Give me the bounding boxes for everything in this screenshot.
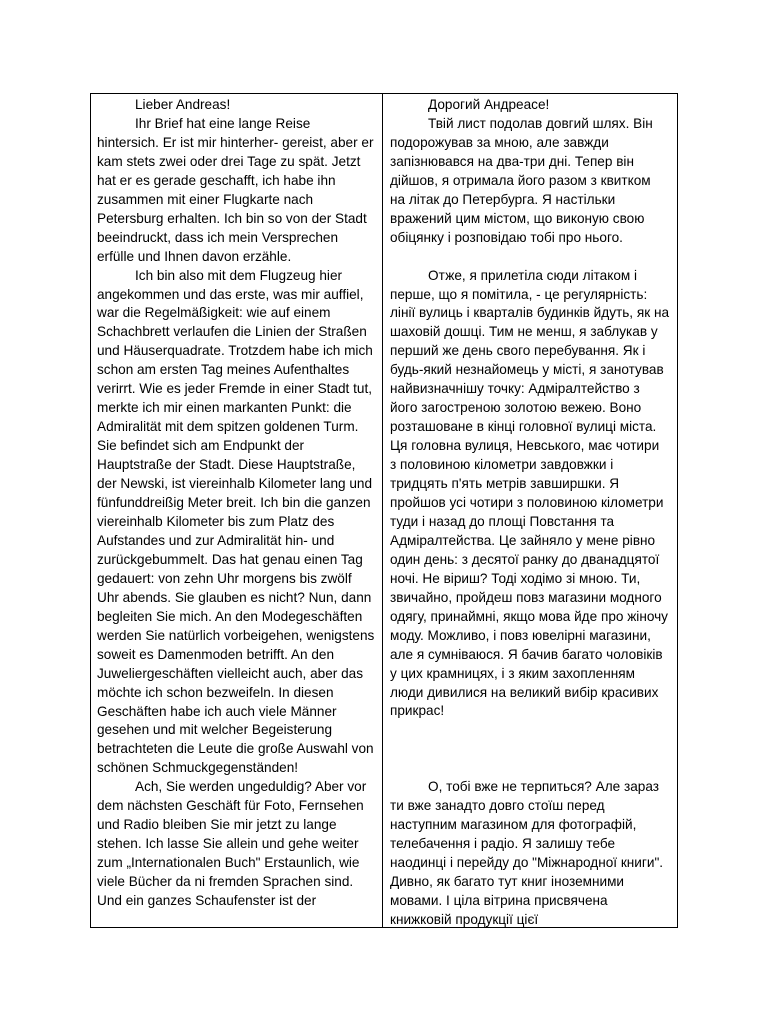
paragraph-spacer xyxy=(390,248,671,267)
german-paragraph-1: Ihr Brief hat eine lange Reise hintersich. Er ist mir hinterher- gereist, aber er kam stets zwei oder drei Tage zu spät. Jetzt hat er es gerade geschafft, ich habe ihn zusammen mit einer Flugkarte nach Petersburg erhalten. Ich bin so von der Stadt beeindruckt, dass ich mein Versprechen erfülle und Ihnen davon erzähle. xyxy=(97,115,374,264)
ukrainian-paragraph-1: Твій лист подолав довгий шлях. Він подорожував за мною, але завжди запізнювався на два-три дні. Тепер він дійшов, я отримала його разом з квитком на літак до Петербурга. Я настільки вражений цим містом, що виконую свою обіцянку і розповідаю тобі про нього. xyxy=(390,115,653,245)
ukrainian-column xyxy=(383,94,677,927)
bilingual-text-table xyxy=(90,93,678,928)
ukrainian-paragraph-3: О, тобі вже не терпиться? Але зараз ти вже занадто довго стоїш перед наступним магазином для фотографій, телебачення і радіо. Я залишу тебе наодинці і перейду до "Міжнародної книги". Дивно, як багато тут книг іноземними мовами. І ціла вітрина присвячена книжковій продукції цієї xyxy=(390,779,664,927)
ukrainian-paragraph-2: Отже, я прилетіла сюди літаком і перше, що я помітила, - це регулярність: лінії вулиць і кварталів будинків йдуть, як на шаховій дошці. Тим не менш, я заблукав у перший же день свого перебування. Як і будь-який незнайомець у місті, я занотував найвизначнішу точку: Адміралтейство з його загостреною золотою вежею. Воно розташоване в кінці головної вулиці міста. Ця головна вулиця, Невського, має чотири з половиною кілометри завдовжки і тридцять п'ять метрів завширшки. Я пройшов усі чотири з половиною кілометри туди і назад до площі Повстання та Адміралтейства. Це зайняло у мене рівно один день: з десятої ранку до дванадцятої ночі. Не віриш? Тоді ходімо зі мною. Ти, звичайно, пройдеш повз магазини модного одягу, принаймні, якщо мова йде про жіночу моду. Можливо, і повз ювелірні магазини, але я сумніваюся. Я бачив багато чоловіків у цих крамницях, і з яким захопленням люди дивилися на великий вибір красивих прикрас! xyxy=(390,267,670,719)
paragraph-spacer xyxy=(390,721,671,778)
german-column xyxy=(91,94,383,927)
german-paragraph-2: Ich bin also mit dem Flugzeug hier angekommen und das erste, was mir auffiel, war die Regelmäßigkeit: wie auf einem Schachbrett verlaufen die Linien der Straßen und Häuserquadrate. Trotzdem habe ich mich schon am ersten Tag meines Aufenthaltes verirrt. Wie es jeder Fremde in einer Stadt tut, merkte ich mir einen markanten Punkt: die Admiralität mit dem spitzen goldenen Turm. Sie befindet sich am Endpunkt der Hauptstraße der Stadt. Diese Hauptstraße, der Newski, ist viereinhalb Kilometer lang und fünfunddreißig Meter breit. Ich bin die ganzen viereinhalb Kilometer bis zum Platz des Aufstandes und zur Admiralität hin- und zurückgebummelt. Das hat genau einen Tag gedauert: von zehn Uhr morgens bis zwölf Uhr abends. Sie glauben es nicht? Nun, dann begleiten Sie mich. An den Modegeschäften werden Sie natürlich vorbeigehen, wenigstens soweit es Damenmoden betrifft. An den Juweliergeschäften vielleicht auch, aber das möchte ich schon bezweifeln. In diesen Geschäften habe ich auch viele Männer gesehen und mit welcher Begeisterung betrachteten die Leute die große Auswahl von schönen Schmuckgegenständen! xyxy=(97,267,375,776)
german-greeting: Lieber Andreas! xyxy=(135,97,231,112)
ukrainian-greeting: Дорогий Андреасе! xyxy=(428,97,550,112)
german-paragraph-3: Ach, Sie werden ungeduldig? Aber vor dem nächsten Geschäft für Foto, Fernsehen und Radio bleiben Sie mir jetzt zu lange stehen. Ich lasse Sie allein und gehe weiter zum „Internationalen Buch" Erstaunlich, wie viele Bücher da ni fremden Sprachen sind. Und ein ganzes Schaufenster ist der xyxy=(97,779,367,909)
